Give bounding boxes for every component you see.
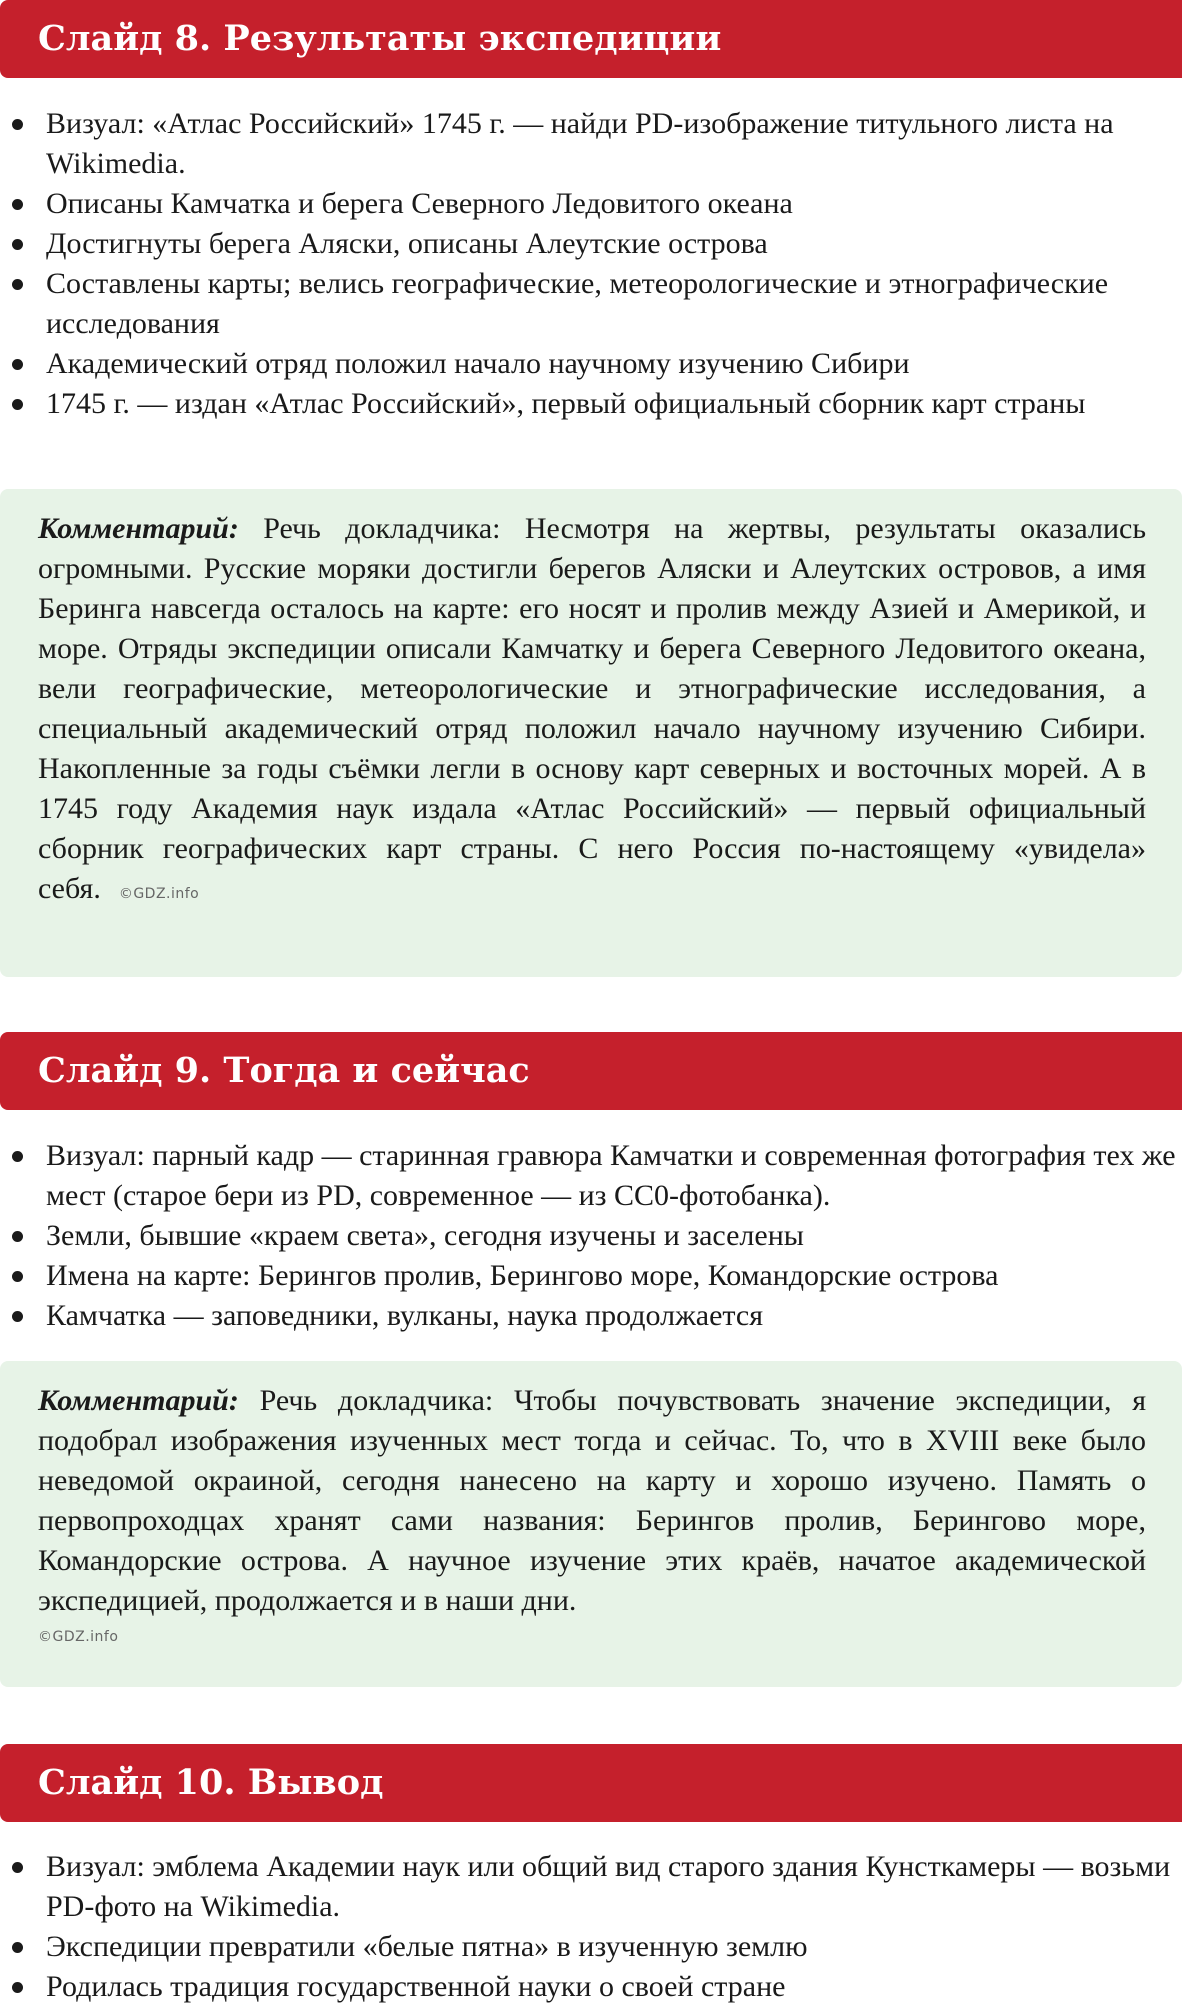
bullet-text: Визуал: «Атлас Российский» 1745 г. — найди PD-изображение титульного листа на Wikimedia. bbox=[46, 107, 1114, 180]
bullet-icon bbox=[12, 1231, 23, 1242]
bullet-icon bbox=[12, 1942, 23, 1953]
comment-text: Речь докладчика: Несмотря на жертвы, результаты оказались огромными. Русские моряки достигли берегов Аляски и Алеутских островов, а имя Беринга навсегда осталось на карте: его носят и пролив между Азией и Америкой, и море. Отряды экспедиции описали Камчатку и берега Северного Ледовитого океана, вели географические, метеорологические и этнографические исследования, а специальный академический отряд положил начало научному изучению Сибири. Накопленные за годы съёмки легли в основу карт северных и восточных морей. А в 1745 году Академия наук издала «Атлас Российский» — первый официальный сборник географических карт страны. С него Россия по-настоящему «увидела» себя. bbox=[38, 512, 1147, 905]
slide-9-comment bbox=[0, 1361, 1182, 1687]
bullet-text: Визуал: парный кадр — старинная гравюра Камчатки и современная фотография тех же мест (старое бери из PD, современное — из CC0-фотобанка). bbox=[46, 1139, 1176, 1212]
bullet-text: Достигнуты берега Аляски, описаны Алеутские острова bbox=[46, 227, 768, 260]
comment-text: Речь докладчика: Чтобы почувствовать значение экспедиции, я подобрал изображения изученных мест тогда и сейчас. То, что в XVIII веке было неведомой окраиной, сегодня нанесено на карту и хорошо изучено. Память о первопроходцах хранят сами названия: Берингов пролив, Берингово море, Командорские острова. А научное изучение этих краёв, начатое академической экспедицией, продолжается и в наши дни. bbox=[38, 1384, 1146, 1617]
bullet-text: Экспедиции превратили «белые пятна» в изученную землю bbox=[46, 1930, 808, 1963]
list-item bbox=[0, 1967, 1182, 2007]
slide-8-bullet-list bbox=[0, 104, 1182, 424]
bullet-text: Камчатка — заповедники, вулканы, наука продолжается bbox=[46, 1299, 764, 1332]
list-item bbox=[0, 264, 1182, 344]
watermark: ©GDZ.info bbox=[118, 886, 200, 902]
list-item bbox=[0, 1927, 1182, 1967]
bullet-text: Имена на карте: Берингов пролив, Берингово море, Командорские острова bbox=[46, 1259, 999, 1292]
bullet-icon bbox=[12, 239, 23, 250]
bullet-text: Академический отряд положил начало научному изучению Сибири bbox=[46, 347, 910, 380]
list-item bbox=[0, 1256, 1182, 1296]
comment-label: Комментарий: bbox=[38, 1384, 239, 1417]
list-item bbox=[0, 104, 1182, 184]
bullet-icon bbox=[12, 119, 23, 130]
list-item bbox=[0, 184, 1182, 224]
bullet-text: Составлены карты; велись географические, метеорологические и этнографические исследования bbox=[46, 267, 1109, 340]
slide-10-bullet-list bbox=[0, 1847, 1182, 2007]
slide-10-title: Слайд 10. Вывод bbox=[0, 1744, 1182, 1822]
bullet-text: 1745 г. — издан «Атлас Российский», первый официальный сборник карт страны bbox=[46, 387, 1086, 420]
slide-9-bullet-list bbox=[0, 1136, 1182, 1336]
slide-8-title: Слайд 8. Результаты экспедиции bbox=[0, 0, 1182, 78]
comment-label: Комментарий: bbox=[38, 512, 239, 545]
bullet-icon bbox=[12, 1862, 23, 1873]
bullet-icon bbox=[12, 279, 23, 290]
bullet-icon bbox=[12, 1271, 23, 1282]
bullet-icon bbox=[12, 359, 23, 370]
bullet-icon bbox=[12, 399, 23, 410]
bullet-icon bbox=[12, 1151, 23, 1162]
list-item bbox=[0, 384, 1182, 424]
bullet-icon bbox=[12, 1311, 23, 1322]
list-item bbox=[0, 224, 1182, 264]
bullet-text: Родилась традиция государственной науки о своей стране bbox=[46, 1970, 786, 2003]
bullet-text: Визуал: эмблема Академии наук или общий вид старого здания Кунсткамеры — возьми PD-фото на Wikimedia. bbox=[46, 1850, 1171, 1923]
bullet-text: Описаны Камчатка и берега Северного Ледовитого океана bbox=[46, 187, 793, 220]
list-item bbox=[0, 344, 1182, 384]
bullet-icon bbox=[12, 1982, 23, 1993]
slide-8-comment bbox=[0, 489, 1182, 977]
bullet-icon bbox=[12, 199, 23, 210]
watermark: ©GDZ.info bbox=[38, 1629, 119, 1645]
slide-9-title: Слайд 9. Тогда и сейчас bbox=[0, 1032, 1182, 1110]
list-item bbox=[0, 1216, 1182, 1256]
list-item bbox=[0, 1296, 1182, 1336]
list-item bbox=[0, 1847, 1182, 1927]
list-item bbox=[0, 1136, 1182, 1216]
bullet-text: Земли, бывшие «краем света», сегодня изучены и заселены bbox=[46, 1219, 804, 1252]
